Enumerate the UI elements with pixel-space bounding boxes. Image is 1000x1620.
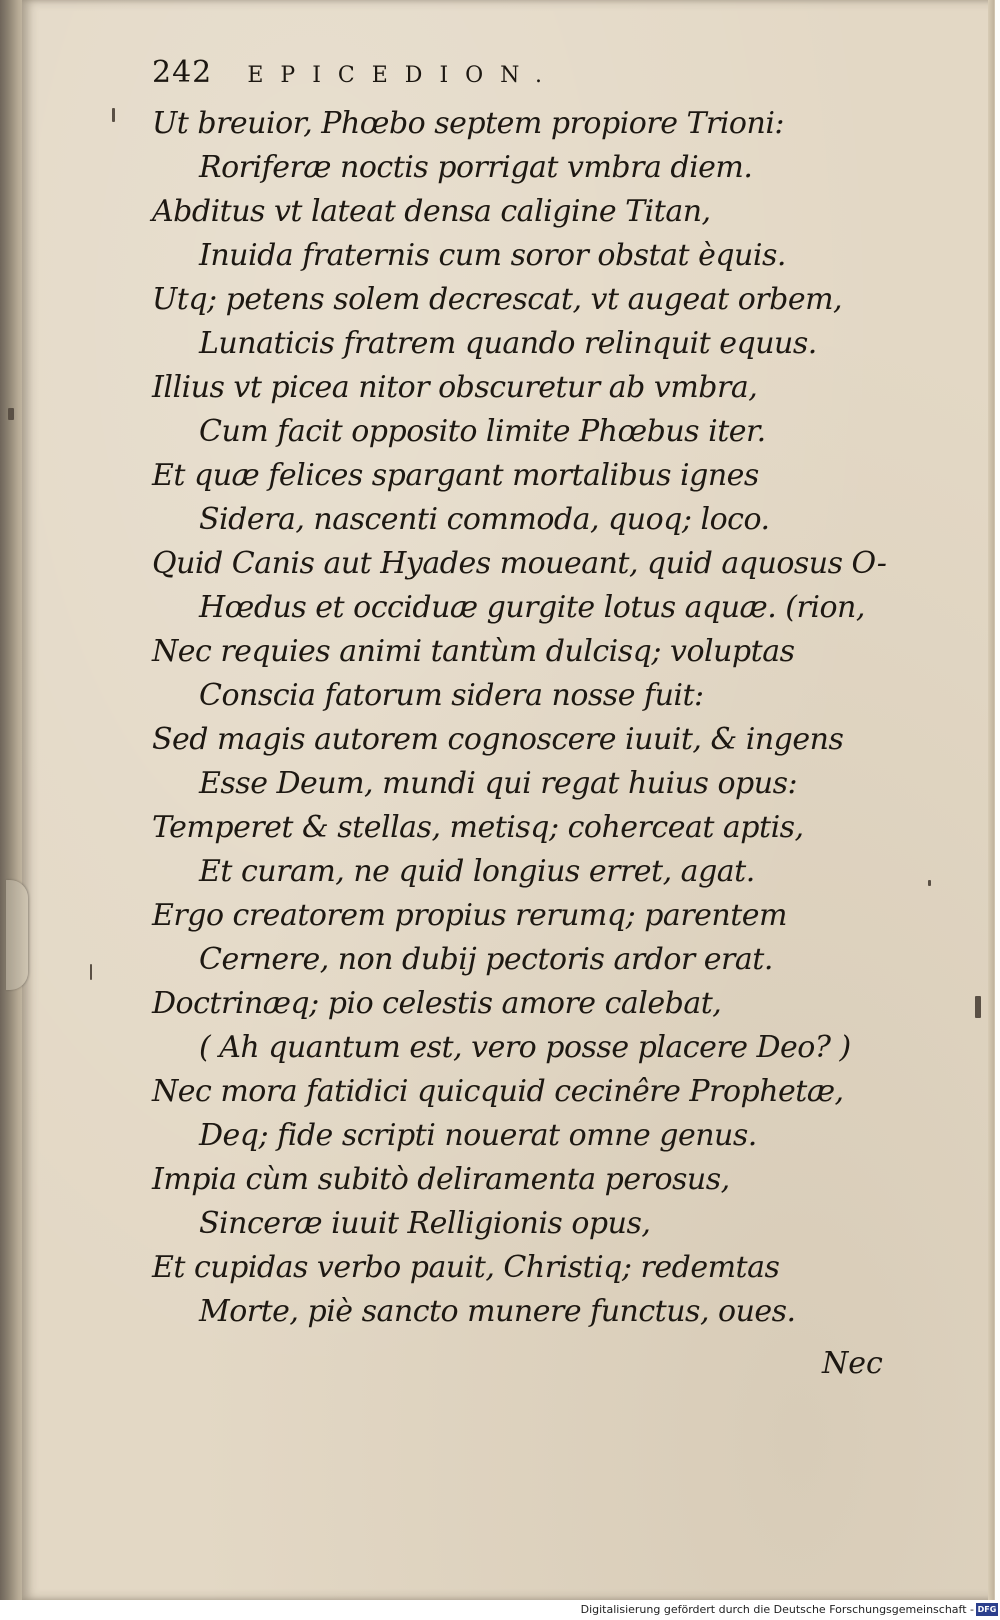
verse-line: Et quæ felices spargant mortalibus ignes <box>152 458 759 493</box>
verse-line: Doctrinæq; pio celestis amore calebat, <box>152 986 722 1021</box>
verse-line: Ergo creatorem propius rerumq; parentem <box>152 898 787 933</box>
catchword: Nec <box>822 1346 883 1381</box>
verse-line: Morte, piè sancto munere functus, oues. <box>199 1294 796 1329</box>
verse-line: ( Ah quantum est, vero posse placere Deo? ) <box>199 1030 851 1065</box>
ink-fleck <box>112 108 115 122</box>
verse-line: Hœdus et occiduæ gurgite lotus aquæ. (rion, <box>199 590 865 625</box>
ink-fleck <box>975 996 981 1018</box>
verse-line: Temperet & stellas, metisq; coherceat aptis, <box>152 810 804 845</box>
verse-line: Utq; petens solem decrescat, vt augeat orbem, <box>152 282 843 317</box>
page-number: 242 <box>152 55 213 90</box>
ink-fleck <box>928 880 931 886</box>
verse-line: Et curam, ne quid longius erret, agat. <box>199 854 755 889</box>
verse-line: Esse Deum, mundi qui regat huius opus: <box>199 766 798 801</box>
verse-block <box>152 102 932 1334</box>
page-header <box>152 55 559 90</box>
verse-line: Inuida fraternis cum soror obstat èquis. <box>199 238 786 273</box>
verse-line: Deq; fide scripti nouerat omne genus. <box>199 1118 757 1153</box>
verse-line: Illius vt picea nitor obscuretur ab vmbra, <box>152 370 758 405</box>
verse-line: Cernere, non dubij pectoris ardor erat. <box>199 942 773 977</box>
footer-bar <box>0 1600 1000 1620</box>
verse-line: Roriferæ noctis porrigat vmbra diem. <box>199 150 753 185</box>
verse-line: Conscia fatorum sidera nosse fuit: <box>199 678 704 713</box>
page-edge <box>988 0 994 1600</box>
binding-tab <box>6 880 28 990</box>
verse-line: Abditus vt lateat densa caligine Titan, <box>152 194 711 229</box>
verse-line: Cum facit opposito limite Phœbus iter. <box>199 414 766 449</box>
verse-line: Sinceræ iuuit Relligionis opus, <box>199 1206 651 1241</box>
ink-fleck <box>8 408 14 420</box>
verse-line: Ut breuior, Phœbo septem propiore Trioni: <box>152 106 785 141</box>
verse-line: Nec mora fatidici quicquid cecinêre Prophetæ, <box>152 1074 844 1109</box>
verse-line: Et cupidas verbo pauit, Christiq; redemtas <box>152 1250 780 1285</box>
verse-line: Lunaticis fratrem quando relinquit equus. <box>199 326 817 361</box>
verse-line: Quid Canis aut Hyades moueant, quid aquosus O- <box>152 546 887 581</box>
verse-line: Sed magis autorem cognoscere iuuit, & ingens <box>152 722 844 757</box>
verse-line: Sidera, nascenti commoda, quoq; loco. <box>199 502 770 537</box>
running-title: EPICEDION. <box>247 63 560 88</box>
verse-line: Impia cùm subitò deliramenta perosus, <box>152 1162 730 1197</box>
funding-credit: Digitalisierung gefördert durch die Deutsche Forschungsgemeinschaft - <box>580 1603 974 1616</box>
dfg-logo: DFG <box>977 1605 997 1614</box>
ink-fleck <box>90 964 92 980</box>
verse-line: Nec requies animi tantùm dulcisq; voluptas <box>152 634 795 669</box>
